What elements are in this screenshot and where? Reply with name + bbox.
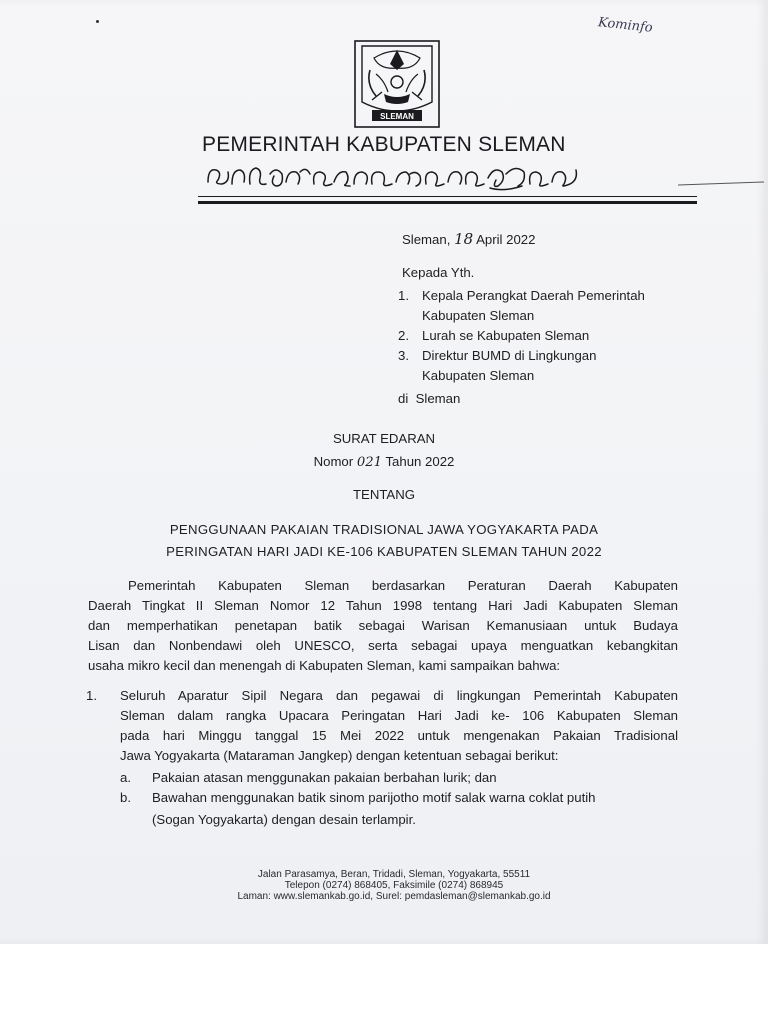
footer-phone: Telepon (0274) 868405, Faksimile (0274) 868945 xyxy=(284,880,504,891)
scan-margin xyxy=(0,944,768,1024)
point-body xyxy=(120,686,678,766)
margin-pen-stroke xyxy=(678,181,764,185)
list-item xyxy=(398,286,645,326)
list-item xyxy=(398,326,645,346)
subject-line: PENGGUNAAN PAKAIAN TRADISIONAL JAWA YOGYAKARTA PADA xyxy=(169,522,599,537)
recipient-line: Kabupaten Sleman xyxy=(422,368,535,383)
point-number: 1. xyxy=(86,688,97,703)
number-suffix: Tahun 2022 xyxy=(385,454,455,469)
sleman-emblem-icon xyxy=(354,40,440,128)
paragraph-line: Daerah Tingkat II Sleman Nomor 12 Tahun 1998 tentang Hari Jadi Kabupaten Sleman xyxy=(88,598,678,613)
point-line: pada hari Minggu tanggal 15 Mei 2022 untuk mengenakan Pakaian Tradisional xyxy=(120,728,678,743)
number-prefix: Nomor xyxy=(313,454,354,469)
recipient-line: Lurah se Kabupaten Sleman xyxy=(422,328,590,343)
recipient-line: Kabupaten Sleman xyxy=(422,308,535,323)
date-month-year: April 2022 xyxy=(476,232,536,247)
header-rule-thick xyxy=(198,201,697,204)
list-item xyxy=(120,788,680,830)
recipient-location: di Sleman xyxy=(398,391,461,406)
list-number: 1. xyxy=(398,288,409,303)
circular-title: SURAT EDARAN xyxy=(332,431,436,446)
letter-date xyxy=(402,229,535,250)
sub-item-line: Pakaian atasan menggunakan pakaian berbahan lurik; dan xyxy=(152,770,497,785)
header-rule-thin xyxy=(198,196,697,197)
list-number: 3. xyxy=(398,348,409,363)
javanese-script-icon xyxy=(204,160,590,192)
svg-text:SLEMAN: SLEMAN xyxy=(380,112,414,121)
sub-item-line: Bawahan menggunakan batik sinom parijotho motif salak warna coklat putih xyxy=(152,790,596,805)
list-number: 2. xyxy=(398,328,409,343)
recipient-line: Direktur BUMD di Lingkungan xyxy=(422,348,597,363)
recipient-line: Kepala Perangkat Daerah Pemerintah xyxy=(422,288,645,303)
footer-address: Jalan Parasamya, Beran, Tridadi, Sleman, Yogyakarta, 55511 xyxy=(257,869,531,880)
intro-paragraph xyxy=(88,576,678,676)
point-line: Jawa Yogyakarta (Mataraman Jangkep) dengan ketentuan sebagai berikut: xyxy=(120,748,559,763)
point-line: Sleman dalam rangka Upacara Peringatan Hari Jadi ke- 106 Kabupaten Sleman xyxy=(120,708,678,723)
list-item xyxy=(120,768,680,788)
handwritten-note: Kominfo xyxy=(597,15,654,36)
footer-web: Laman: www.slemankab.go.id, Surel: pemdasleman@slemankab.go.id xyxy=(237,891,551,902)
greeting: Kepada Yth. xyxy=(402,265,475,280)
list-item xyxy=(398,346,645,386)
date-place: Sleman, xyxy=(402,232,451,247)
point-line: Seluruh Aparatur Sipil Negara dan pegawai di lingkungan Pemerintah Kabupaten xyxy=(120,688,678,703)
sub-item-list xyxy=(120,768,680,830)
date-day: 18 xyxy=(454,230,474,248)
government-title: PEMERINTAH KABUPATEN SLEMAN xyxy=(202,133,566,156)
sub-item-label: a. xyxy=(120,770,131,785)
sub-item-line: (Sogan Yogyakarta) dengan desain terlampir. xyxy=(152,812,416,827)
paragraph-line: usaha mikro kecil dan menengah di Kabupaten Sleman, kami sampaikan bahwa: xyxy=(88,658,561,673)
paragraph-line: Lisan dan Nonbendawi oleh UNESCO, serta sebagai upaya menguatkan kebangkitan xyxy=(88,638,678,653)
sub-item-label: b. xyxy=(120,790,131,805)
paragraph-line: Pemerintah Kabupaten Sleman berdasarkan Peraturan Daerah Kabupaten xyxy=(128,578,678,593)
circular-number xyxy=(0,452,768,473)
subject-line: PERINGATAN HARI JADI KE-106 KABUPATEN SLEMAN TAHUN 2022 xyxy=(166,544,602,559)
about-heading: TENTANG xyxy=(352,487,416,502)
recipient-list xyxy=(398,286,645,386)
number-value: 021 xyxy=(356,455,383,470)
paragraph-line: dan memperhatikan penetapan batik sebagai Warisan Kemanusiaan untuk Budaya xyxy=(88,618,678,633)
paper-speck xyxy=(96,20,99,23)
